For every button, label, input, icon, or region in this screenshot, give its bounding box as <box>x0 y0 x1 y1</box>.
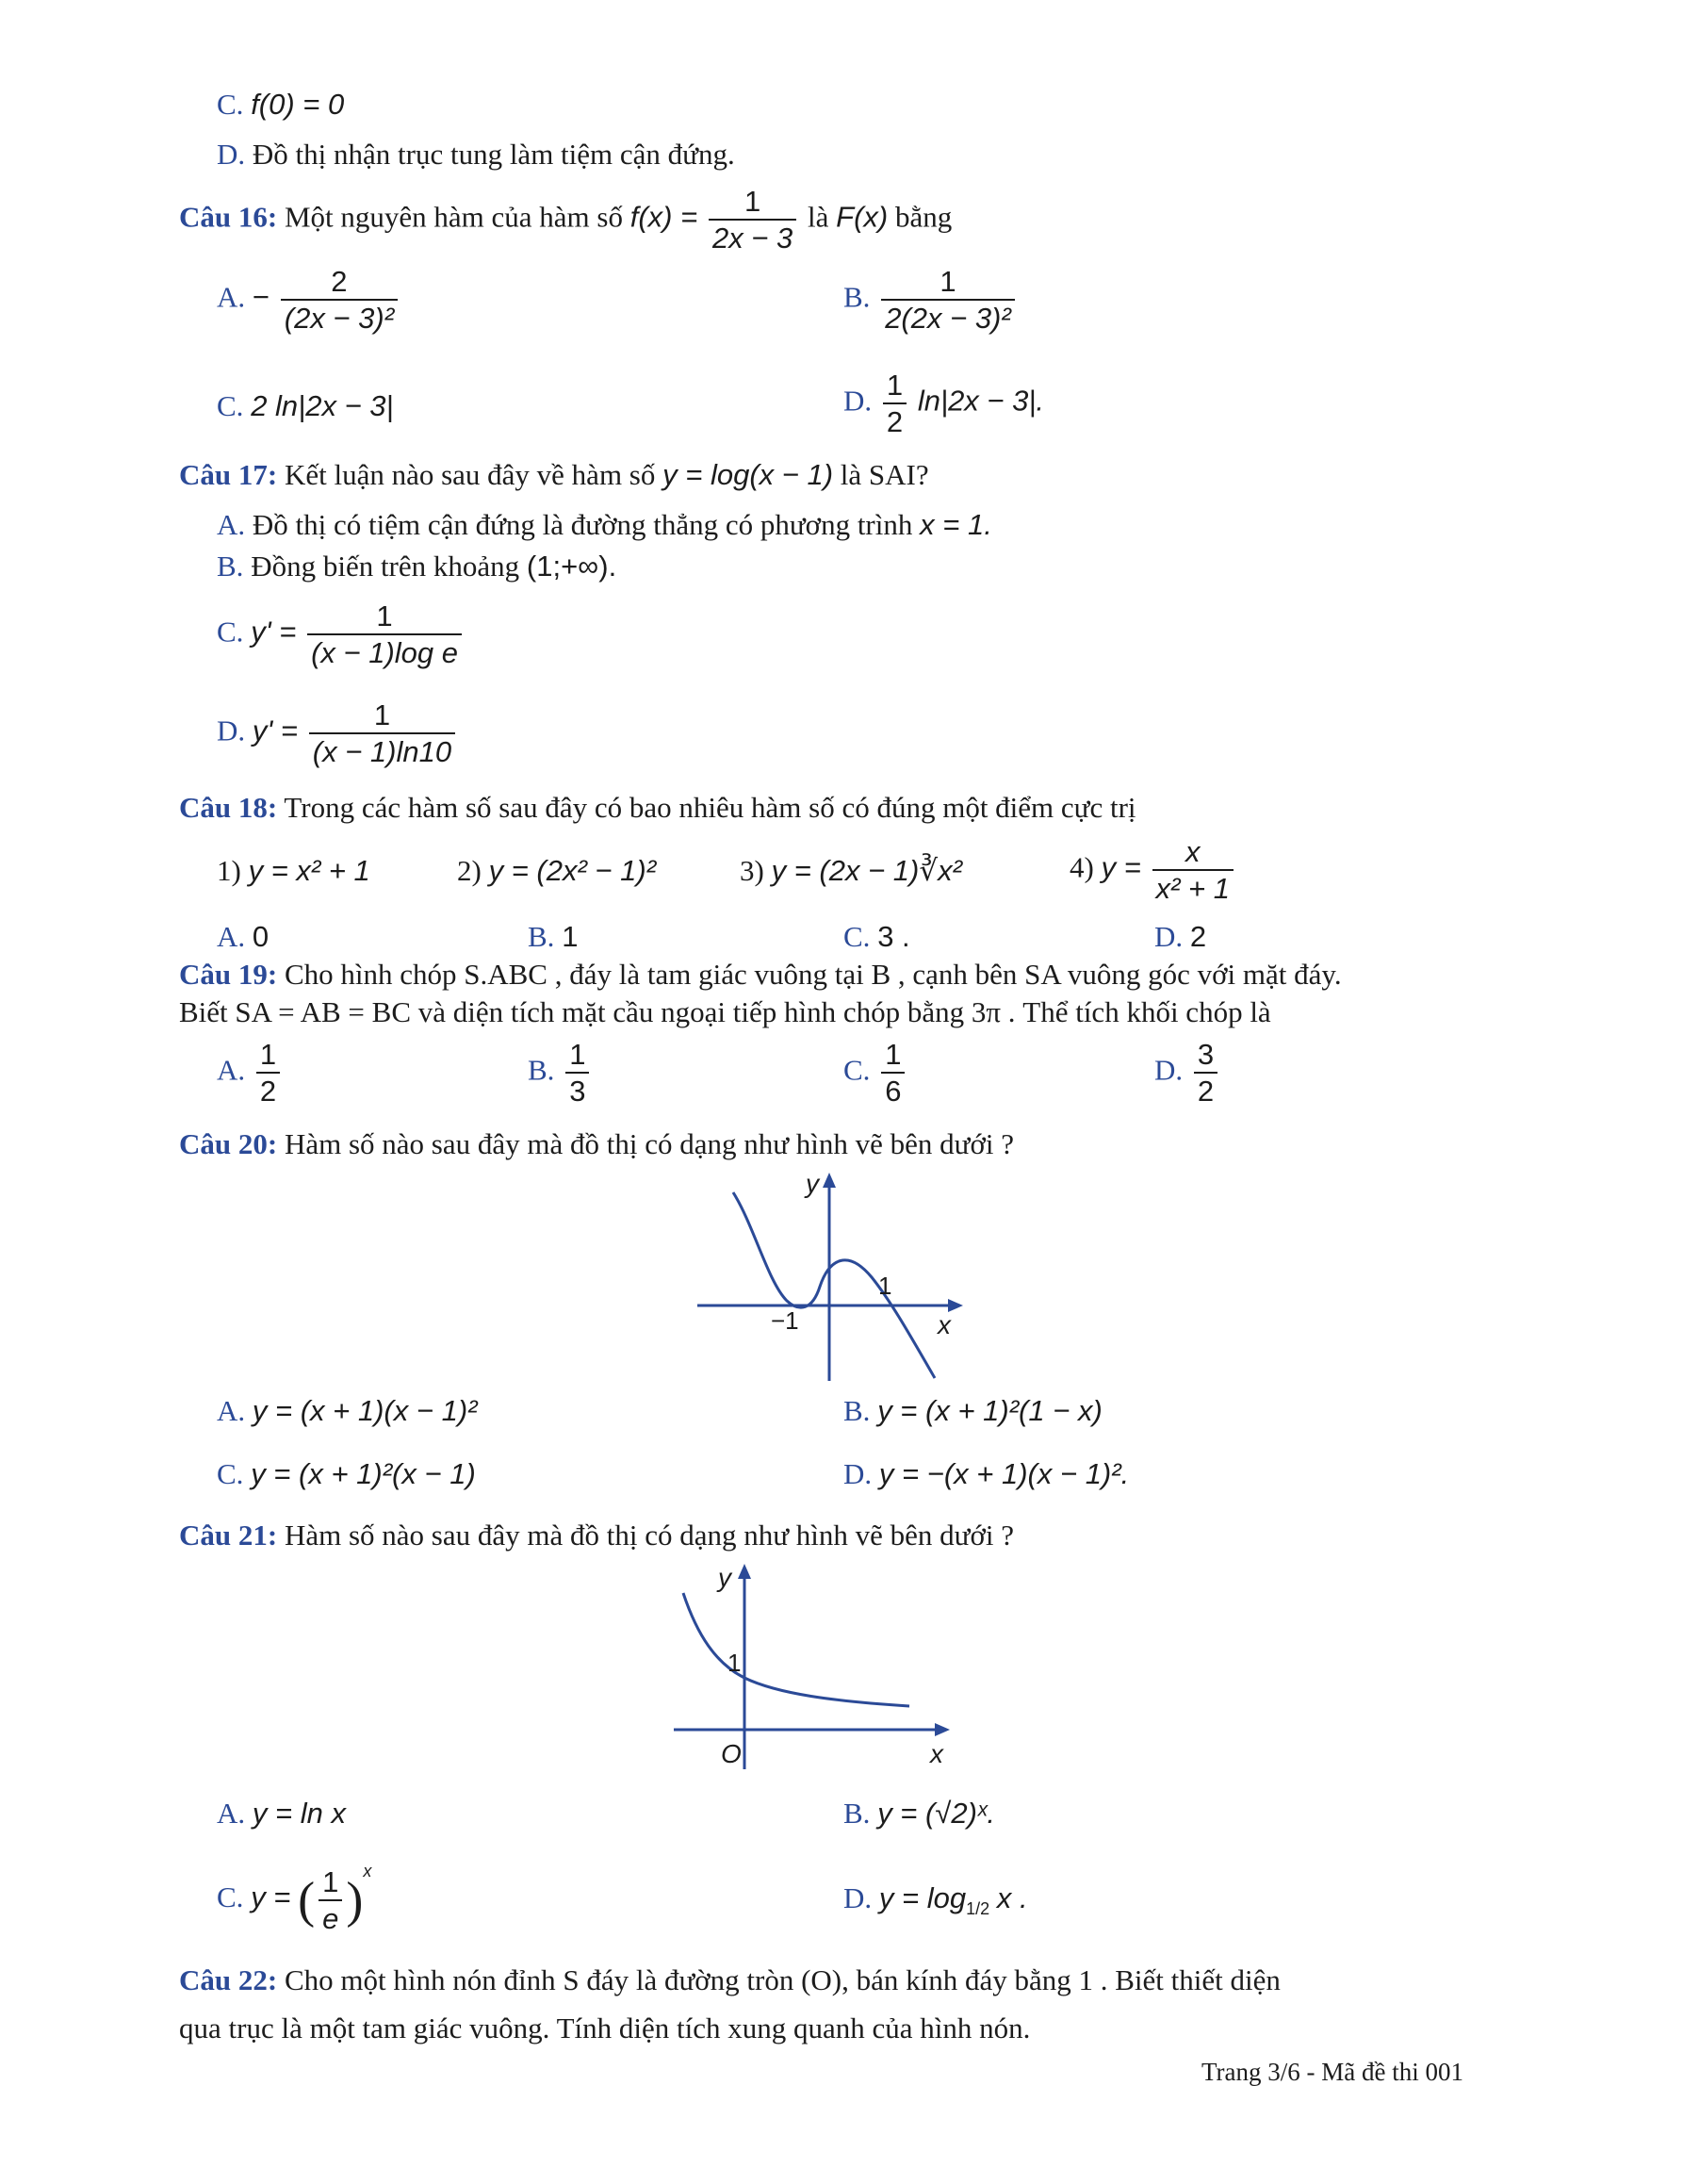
q16-a-fraction: $\frac{2}{\text{(2x − 3)²}}$ <box>281 264 398 336</box>
q21-x-label: x <box>930 1739 943 1768</box>
q20-x-label: x <box>938 1310 951 1339</box>
q21-stem: Câu 21: Hàm số nào sau đây mà đồ thị có dạng như hình vẽ bên dưới ? <box>179 1519 1014 1552</box>
q19-b-fraction: $\frac{1}{3}$ <box>565 1037 589 1108</box>
q22-stem-line1: Câu 22: Cho một hình nón đỉnh S đáy là đường tròn (O), bán kính đáy bằng 1 . Biết thiết diện <box>179 1963 1281 1996</box>
q20-tick-neg: −1 <box>771 1306 799 1335</box>
q18-option-c: C. 3 . <box>843 920 910 953</box>
q20-y-label: y <box>806 1169 819 1198</box>
q20-curve <box>733 1192 935 1378</box>
q18-f2: 2) y = (2x² − 1)² <box>457 854 657 887</box>
q18-f1: 1) y = x² + 1 <box>217 854 370 887</box>
q16-fraction: $\frac{1}{2x - 3}$ <box>709 184 796 255</box>
q19-stem-line1: Câu 19: Cho hình chóp S.ABC , đáy là tam giác vuông tại B , cạnh bên SA vuông góc với mặt đáy. <box>179 958 1342 991</box>
q16-option-c: C. 2 ln|2x − 3| <box>217 389 394 422</box>
q21-c-exponent: x <box>363 1862 372 1880</box>
q18-option-b: B. 1 <box>528 920 579 953</box>
q21-c-fraction: $\frac{1}{e}$ <box>319 1864 342 1936</box>
q18-option-a: A. 0 <box>217 920 270 953</box>
q19-option-a: A. $\frac{1}{2}$ <box>217 1037 284 1108</box>
q21-graph <box>664 1560 966 1772</box>
q21-curve <box>683 1593 909 1706</box>
q19-stem-line2: Biết SA = AB = BC và diện tích mặt cầu ngoại tiếp hình chóp bằng 3π . Thể tích khối chóp là <box>179 995 1271 1028</box>
q19-a-fraction: $\frac{1}{2}$ <box>256 1037 280 1108</box>
q16-option-a: A. − $\frac{2}{\text{(2x − 3)²}}$ <box>217 264 401 336</box>
q19-option-c: C. $\frac{1}{6}$ <box>843 1037 908 1108</box>
q21-y-label: y <box>718 1563 731 1592</box>
q20-stem: Câu 20: Hàm số nào sau đây mà đồ thị có dạng như hình vẽ bên dưới ? <box>179 1127 1014 1160</box>
q20-tick-pos: 1 <box>878 1272 892 1300</box>
q17-option-c: C. y' = $\frac{1}{\text{(x − 1)log e}}$ <box>217 599 466 670</box>
q21-x-arrow-icon <box>935 1723 950 1736</box>
q18-option-d: D. 2 <box>1154 920 1207 953</box>
q20-option-b: B. y = (x + 1)²(1 − x) <box>843 1394 1103 1427</box>
q19-c-fraction: $\frac{1}{6}$ <box>881 1037 905 1108</box>
q20-option-c: C. y = (x + 1)²(x − 1) <box>217 1457 476 1490</box>
q19-d-fraction: $\frac{3}{2}$ <box>1194 1037 1217 1108</box>
q16-option-d: D. $\frac{1}{2}$ ln|2x − 3|. <box>843 369 1045 439</box>
q17-option-a: A. Đồ thị có tiệm cận đứng là đường thẳng có phương trình x = 1. <box>217 508 992 541</box>
q20-y-arrow-icon <box>823 1173 836 1188</box>
q20-option-a: A. y = (x + 1)(x − 1)² <box>217 1394 478 1427</box>
q19-option-b: B. $\frac{1}{3}$ <box>528 1037 593 1108</box>
page-footer: Trang 3/6 - Mã đề thi 001 <box>1201 2058 1463 2086</box>
q22-stem-line2: qua trục là một tam giác vuông. Tính diện tích xung quanh của hình nón. <box>179 2012 1031 2044</box>
q20-option-d: D. y = −(x + 1)(x − 1)². <box>843 1457 1130 1490</box>
q20-graph <box>688 1169 971 1386</box>
q17-c-fraction: $\frac{1}{\text{(x − 1)log e}}$ <box>307 599 462 670</box>
q21-y-tick: 1 <box>727 1649 742 1677</box>
q17-option-b: B. Đồng biến trên khoảng (1;+∞). <box>217 550 617 583</box>
q19-option-d: D. $\frac{3}{2}$ <box>1154 1037 1221 1108</box>
q21-option-a: A. y = ln x <box>217 1797 346 1830</box>
q16-d-fraction: $\frac{1}{2}$ <box>883 368 907 439</box>
q21-option-c: C. y = ( $\frac{1}{e}$ )$^x$ <box>217 1862 372 1935</box>
q15-option-c: C. f(0) = 0 <box>217 88 345 121</box>
q18-f4: 4) y = $\frac{x}{\text{x² + 1}}$ <box>1070 834 1237 906</box>
q17-option-d: D. y' = $\frac{1}{(x - 1)\ln 10}$ <box>217 698 459 769</box>
q18-f4-fraction: $\frac{x}{\text{x² + 1}}$ <box>1152 834 1234 906</box>
q21-c-paren-right: ) <box>346 1871 364 1929</box>
q18-stem: Câu 18: Trong các hàm số sau đây có bao nhiêu hàm số có đúng một điểm cực trị <box>179 791 1136 824</box>
q21-origin-label: O <box>721 1739 742 1768</box>
q15-option-d: D. Đồ thị nhận trục tung làm tiệm cận đứng. <box>217 138 735 171</box>
q18-f3: 3) y = (2x − 1)∛x² <box>740 854 962 887</box>
q21-y-arrow-icon <box>738 1564 751 1579</box>
q21-option-b: B. y = (√2)ˣ. <box>843 1797 995 1830</box>
q16-option-b: B. $\frac{1}{\text{2(2x − 3)²}}$ <box>843 264 1019 336</box>
q21-c-paren-left: ( <box>298 1871 316 1929</box>
q16-b-fraction: $\frac{1}{\text{2(2x − 3)²}}$ <box>881 264 1015 336</box>
q16-stem: Câu 16: Một nguyên hàm của hàm số f(x) = $\frac{1}{2x - 3}$ là F(x) bằng <box>179 185 953 255</box>
q21-option-d: D. $y = \log_{1/2} x$ . <box>843 1881 1028 1919</box>
q17-stem: Câu 17: Kết luận nào sau đây về hàm số y = log(x − 1) là SAI? <box>179 458 929 491</box>
q17-d-fraction: $\frac{1}{(x - 1)\ln 10}$ <box>309 698 455 769</box>
